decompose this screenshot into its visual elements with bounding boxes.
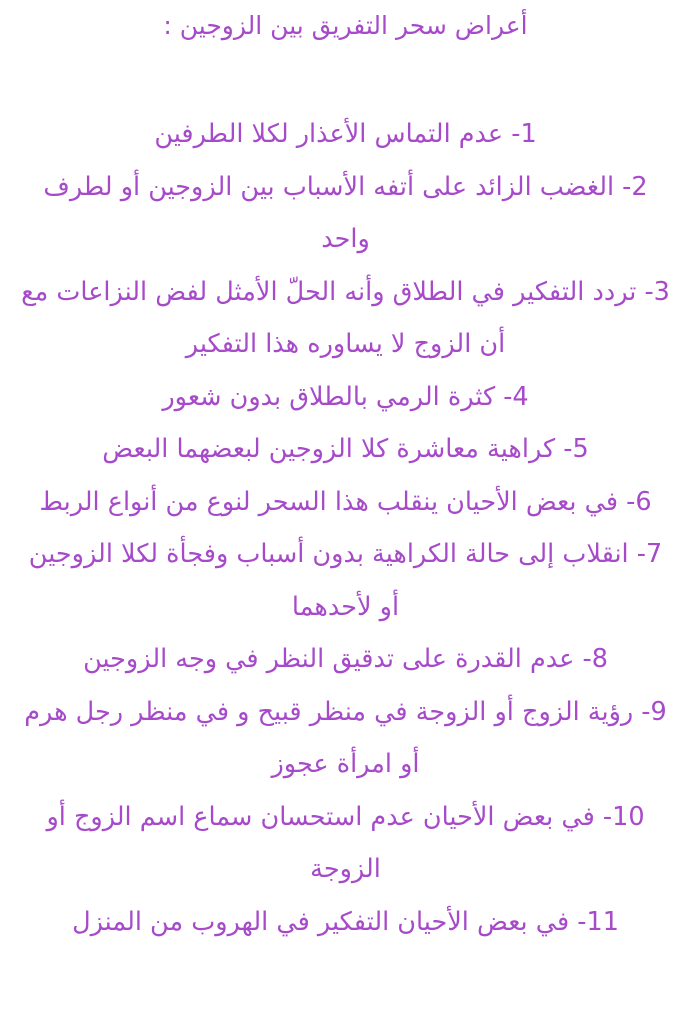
list-item: 5- كراهية معاشرة كلا الزوجين لبعضهما البعض [102,434,589,464]
list-item: 7- انقلاب إلى حالة الكراهية بدون أسباب وفجأة لكلا الزوجين أو لأحدهما [28,539,663,622]
list-item: 11- في بعض الأحيان التفكير في الهروب من المنزل [72,906,619,937]
list-item: 4- كثرة الرمي بالطلاق بدون شعور [162,381,529,412]
list-item: 3- تردد التفكير في الطلاق وأنه الحلّ الأمثل لفض النزاعات مع أن الزوج لا يساوره هذا التفكير [21,276,670,359]
list-item: 2- الغضب الزائد على أتفه الأسباب بين الزوجين أو لطرف واحد [43,171,648,254]
list-item: 9- رؤية الزوج أو الزوجة في منظر قبيح و في منظر رجل هرم أو امرأة عجوز [24,696,667,779]
symptoms-list [18,108,673,948]
document-title: أعراض سحر التفريق بين الزوجين : [163,11,528,40]
list-item: 1- عدم التماس الأعذار لكلا الطرفين [154,119,537,149]
list-item: 6- في بعض الأحيان ينقلب هذا السحر لنوع من أنواع الربط [39,486,652,517]
list-item: 10- في بعض الأحيان عدم استحسان سماع اسم الزوج أو الزوجة [46,801,645,884]
list-item: 8- عدم القدرة على تدقيق النظر في وجه الزوجين [83,644,608,674]
